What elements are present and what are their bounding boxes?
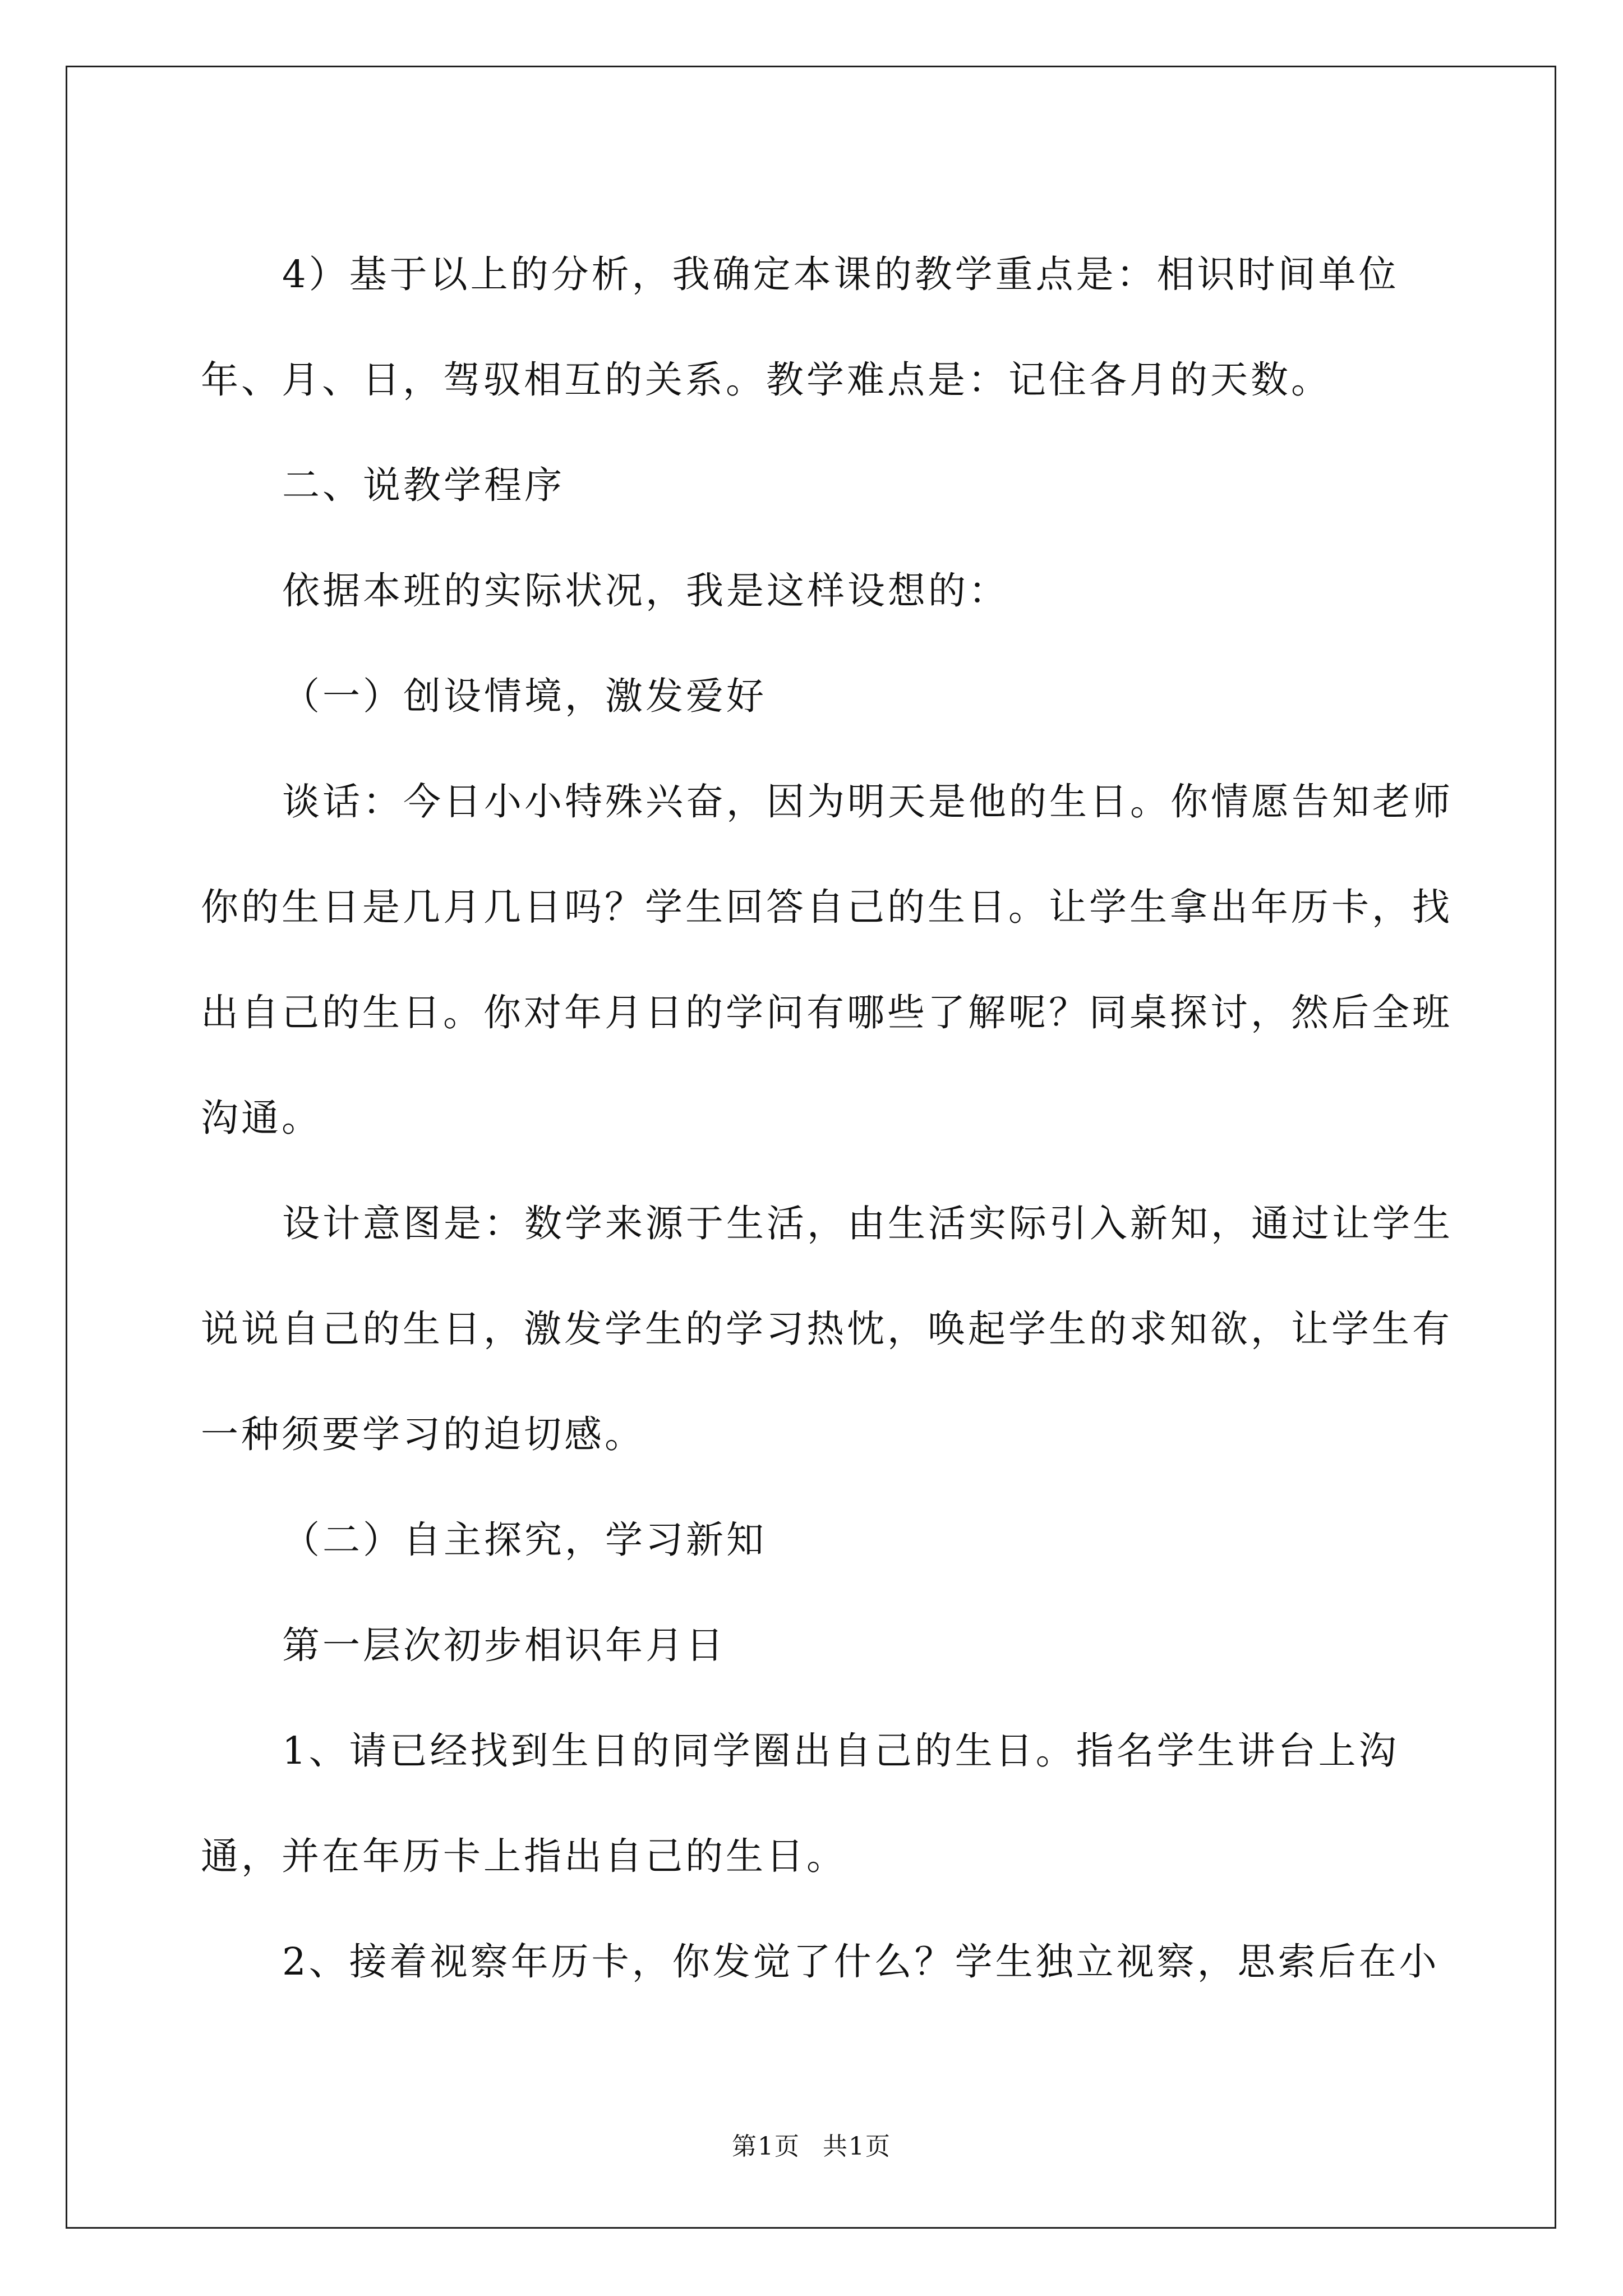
document-body (201, 222, 1468, 2014)
subheading-self-exploration: （二）自主探究，学习新知 (282, 1518, 767, 1562)
subheading-first-level: 第一层次初步相识年月日 (282, 1623, 726, 1667)
page-number-current: 第1页 (732, 2132, 800, 2161)
paragraph-step-2: 2、接着视察年历卡，你发觉了什么？学生独立视察，思索后在小 (282, 1940, 1440, 1984)
subheading-create-situation: （一）创设情境，激发爱好 (282, 674, 767, 718)
section-heading-teaching-procedure: 二、说教学程序 (282, 463, 565, 507)
paragraph-step-1: 1、请已经找到生日的同学圈出自己的生日。指名学生讲台上沟通，并在年历卡上指出自己的生日。 (201, 1729, 1399, 1878)
paragraph-design-intent: 设计意图是：数学来源于生活，由生活实际引入新知，通过让学生说说自己的生日，激发学生的学习热忱，唤起学生的求知欲，让学生有一种须要学习的迫切感。 (201, 1202, 1453, 1456)
page-number-total: 共1页 (823, 2132, 891, 2161)
paragraph-class-situation: 依据本班的实际状况，我是这样设想的： (282, 569, 1009, 613)
paragraph-conversation: 谈话：今日小小特殊兴奋，因为明天是他的生日。你情愿告知老师你的生日是几月几日吗？学生回答自己的生日。让学生拿出年历卡，找出自己的生日。你对年月日的学问有哪些了解呢？同桌探讨，然后全班沟通。 (201, 780, 1453, 1140)
page-footer (0, 2126, 1623, 2162)
paragraph-teaching-focus: 4）基于以上的分析，我确定本课的教学重点是：相识时间单位年、月、日，驾驭相互的关系。教学难点是：记住各月的天数。 (201, 252, 1399, 402)
